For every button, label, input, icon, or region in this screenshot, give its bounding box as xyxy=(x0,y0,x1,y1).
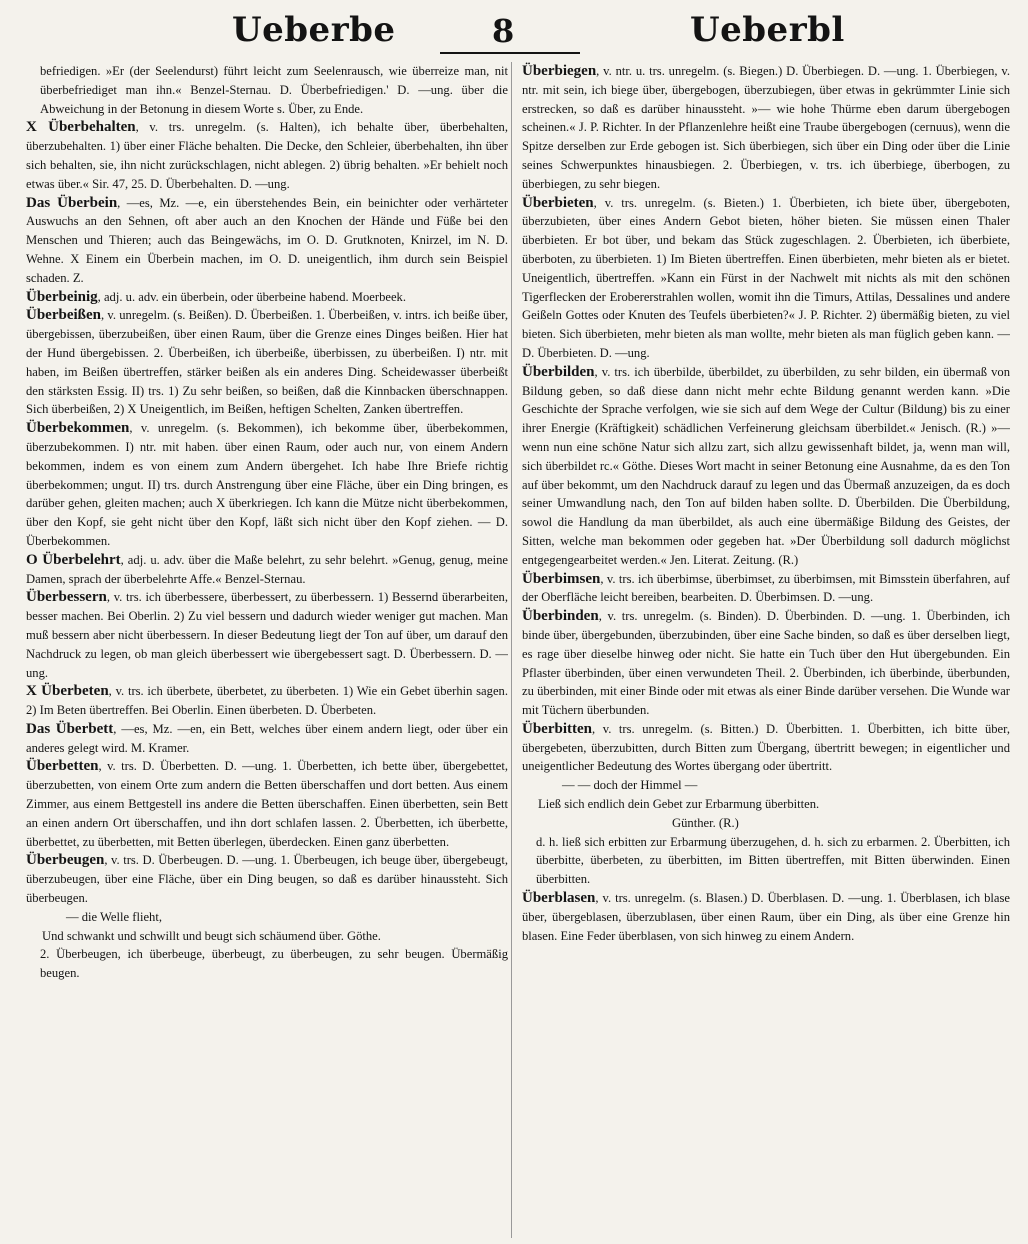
right-catchword: Ueberbl xyxy=(690,10,845,50)
dictionary-entry xyxy=(26,551,508,589)
right-entries xyxy=(522,62,1010,776)
entry-headword: Das Überbein xyxy=(26,194,118,211)
entry-text: , —es, Mz. —e, ein überstehendes Bein, ein beinichter oder verhärteter Auswuchs an den Sehnen, oft aber auch an den Knochen der Hände und Füße bei den Menschen und Thieren; auch das Beingewächs, im O. D. Grutknoten, Knirzel, im N. D. Wehne. X Einem ein Überbein machen, im O. D. uneigentlich, ihm durch sein Beispiel schaden. Z. xyxy=(26,195,508,285)
entry-headword: Das Überbett xyxy=(26,720,114,737)
entry-headword: Überbekommen xyxy=(26,420,130,437)
entry-headword: Überbilden xyxy=(522,363,595,380)
entry-text: d. h. ließ sich erbitten zur Erbarmung überzugehen, d. h. sich zu erbarmen. 2. Überbitten, ich überbitte, überbeten, zu überbitten, im Bitten übertreffen, mit Bitten überwinden. Einen überbitten. xyxy=(536,834,1010,887)
entry-headword: Überbeugen xyxy=(26,852,105,869)
dictionary-entry xyxy=(522,194,1010,363)
dictionary-entry xyxy=(26,720,508,758)
entry-text: , v. unregelm. (s. Bekommen), ich bekomme über, überbekommen, überzubekommen. I) ntr. mit haben. über einen Raum, oder auch nur, von einem Andern bekommen, indem es von einem zum Andern übergehet. Ich habe Ihre Briefe richtig überbekommen; ungut. II) trs. durch Anstrengung über eine Fläche, über ein Ding bringen, es darüber gehen, gleiten machen; auch X überkriegen. Ich kann die Mütze nicht überbekommen, über den Kopf, sie geht nicht über den Kopf, läßt sich nicht über den Kopf ziehen. — D. Überbekommen. xyxy=(26,421,508,548)
entry-text: , —es, Mz. —en, ein Bett, welches über einem andern liegt, oder über ein anderes gelegt wird. M. Kramer. xyxy=(26,721,508,755)
dictionary-entry xyxy=(26,118,508,193)
verse-line: Und schwankt und schwillt und beugt sich schäumend über. Göthe. xyxy=(42,928,381,943)
entry-text: , v. trs. unregelm. (s. Bitten.) D. Überbitten. 1. Überbitten, ich bitte über, übergebeten, überzubitten, durch Bitten zum Übergang, übertritt bewegen; in eigentlicher und uneigentlicher Bedeutung des Wortes übergang oder übertritt. xyxy=(522,721,1010,774)
dictionary-entry xyxy=(26,306,508,419)
right-column xyxy=(522,62,1010,1238)
dictionary-entry xyxy=(522,833,1010,889)
entry-text: , v. trs. unregelm. (s. Halten), ich behalte über, überbehalten, überzubehalten. 1) über einer Fläche behalten. Die Decke, den Schleier, überbehalten, ihn über sich behalten, sie, ihn nicht zurückschlagen, nicht ablegen. 2) übrig behalten. »Er behielt noch etwas über.« Sir. 47, 25. D. Überbehalten. D. —ung. xyxy=(26,120,508,191)
dictionary-entry xyxy=(522,62,1010,194)
entry-text: , v. trs. ich überbilde, überbildet, zu überbilden, zu sehr bilden, ein übermaß von Bildung geben, so daß diese dann nicht mehr echte Bildung genannt werden kann. »Die Geschichte der Sprache verfolgen, wie sie sich auf dem Wege der Cultur (Bildung) bis zu einer ihrer Energie (Kräftigkeit) schädlichen Verfeinerung gleichsam überbildet.« Jenisch. (R.) »— wenn nun eine schöne Natur sich allzu zart, sich allzu gewissenhaft bildet, ja, wenn man will, sich überbildet rc.« Göthe. Dieses Wort macht in seiner Betonung eine Ausnahme, da es den Ton auf über bekommt, um den Nachdruck darauf zu legen und das Übermaß anzuzeigen, da es doch seiner Umwandlung nach, den Ton auf bilden haben sollte. D. Überbilden. Die Überbildung, sowol die Handlung da man überbildet, als auch eine übermäßige Bildung des Geistes, der Sitten, welche man bekommen oder gegeben hat. »Der Überbildung soll dadurch möglichst entgegengearbeitet werden.« Jen. Literat. Zeitung. (R.) xyxy=(522,364,1010,567)
dictionary-entry xyxy=(522,363,1010,570)
left-entries xyxy=(26,62,508,908)
dictionary-entry xyxy=(26,945,508,983)
left-verse xyxy=(26,908,508,946)
entry-text: , adj. u. adv. über die Maße belehrt, zu sehr belehrt. »Genug, genug, meine Damen, sprach der überbelehrte Affe.« Benzel-Sternau. xyxy=(26,552,508,586)
entry-text: , v. trs. D. Überbeugen. D. —ung. 1. Überbeugen, ich beuge über, übergebeugt, überzubeugen, über eine Fläche, über ein Ding beugen, so daß es darüber hinaussteht. Sich überbeugen. xyxy=(26,853,508,906)
entry-text: , adj. u. adv. ein überbein, oder überbeine habend. Moerbeek. xyxy=(97,289,406,304)
verse-line: — die Welle flieht, xyxy=(66,909,162,924)
dictionary-entry xyxy=(522,570,1010,608)
entry-text: 2. Überbeugen, ich überbeuge, überbeugt, zu überbeugen, zu sehr beugen. Übermäßig beugen. xyxy=(40,947,508,981)
entry-headword: Überbeißen xyxy=(26,307,101,324)
entry-text: , v. trs. ich überbete, überbetet, zu überbeten. 1) Wie ein Gebet überhin sagen. 2) Im Beten übertreffen. Bei Oberlin. Einen überbeten. D. Überbeten. xyxy=(26,684,508,718)
header-rule xyxy=(440,52,580,54)
dictionary-entry xyxy=(26,62,508,118)
entry-headword: Überbiegen xyxy=(522,63,597,79)
dictionary-entry xyxy=(26,419,508,551)
page-header xyxy=(0,0,1028,58)
entry-text: , v. unregelm. (s. Beißen). D. Überbeißen. 1. Überbeißen, v. intrs. ich beiße über, übergebissen, überzubeißen, über einen Raum, über die Grenze eines Dinges beißen. Hier hat der Hund übergebissen. 2. Überbeißen, ich überbeiße, überbissen, zu überbeißen. I) ntr. mit haben, im Beißen übertreffen, stärker beißen als ein anderes Ding. Scheidewasser überbeißt den stärksten Essig. II) trs. 1) Zu sehr beißen, so beißen, daß die Kinnbacken überschnappen. Sich überbeißen, 2) X Uneigentlich, im Beißen, heftigen Schelten, Zanken übertreffen. xyxy=(26,308,508,417)
right-verse xyxy=(522,776,1010,832)
entry-headword: O Überbelehrt xyxy=(26,551,121,568)
entry-headword: Überbessern xyxy=(26,589,107,606)
dictionary-entry xyxy=(26,194,508,288)
entry-text: , v. trs. unregelm. (s. Binden). D. Überbinden. D. —ung. 1. Überbinden, ich binde über, übergebunden, überzubinden, über eine Sache binden, so daß es über derselben liegt, es rage über dieselbe hinweg oder nicht. Sie hatte ein Tuch über den Hut übergebunden. Ein Pflaster überbinden, über einen verwundeten Theil. 2. Überbinden, ich überbinde, überbunden, zu überbinden, mit einer Binde oder mit etwas als einer Binde darüber versehen. Die Wunde war mit Tüchern überbunden. xyxy=(522,609,1010,718)
entry-headword: Überbeinig xyxy=(26,288,98,305)
right-tail xyxy=(522,833,1010,946)
dictionary-entry xyxy=(522,607,1010,720)
dictionary-entry xyxy=(522,720,1010,776)
entry-headword: Überbimsen xyxy=(522,570,601,587)
entry-text: , v. trs. D. Überbetten. D. —ung. 1. Überbetten, ich bette über, übergebettet, überzubetten, von einem Orte zum andern die Betten überschaffen und dort betten. Aus einem Zimmer, aus einem Bettgestell ins andere die Betten überschaffen. Einen überbetten, sein Bett an einen andern Ort überschaffen, und ihn dort schlafen lassen. 2. Überbetten, ich überbette, überbettet, zu überbetten, mit Betten überlegen, überdecken. Einen ganz überbetten. xyxy=(26,759,508,849)
entry-headword: Überblasen xyxy=(522,890,596,907)
entry-headword: Überbetten xyxy=(26,758,99,775)
verse-line: Ließ sich endlich dein Gebet zur Erbarmung überbitten. xyxy=(538,797,820,812)
dictionary-entry xyxy=(26,288,508,307)
entry-text: , v. trs. ich überbimse, überbimset, zu überbimsen, mit Bimsstein überfahren, auf der Oberfläche leicht bereiben, bearbeiten. D. Überbimsen. D. —ung. xyxy=(522,571,1010,605)
entry-headword: Überbinden xyxy=(522,608,599,625)
entry-text: , v. trs. unregelm. (s. Bieten.) 1. Überbieten, ich biete über, übergeboten, überzubieten, über eines Andern Gebot bieten, höher bieten. Sie müssen einen Thaler überbieten. Er bot über, und bekam das Stück zugeschlagen. 2. Überbieten, ich überbiete, überboten, zu überbieten. 1) Im Bieten übertreffen. Einen überbieten, mehr bieten als er bietet. Uneigentlich, übertreffen. »Kann ein Fürst in der Nachwelt mit nichts als mit den schönen Tigerflecken der Erobererstrahlen wollen, womit ihn die Timurs, Attilas, Dessalines und andere Geißeln Gottes oder Knuten des Teufels überbieten?« J. P. Richter. 2) übermäßig bieten, zu viel bieten. Sich überbieten, mehr bieten als man wollte, mehr bieten als man füglich geben kann. — D. Überbieten. D. —ung. xyxy=(522,195,1010,360)
left-tail xyxy=(26,945,508,983)
dictionary-entry xyxy=(26,757,508,851)
entry-headword: Überbieten xyxy=(522,194,594,211)
entry-headword: Überbitten xyxy=(522,720,592,737)
entry-headword: X Überbeten xyxy=(26,683,109,700)
entry-headword: X Überbehalten xyxy=(26,119,136,136)
entry-text: befriedigen. »Er (der Seelendurst) führt leicht zum Seelenrausch, wie überreize man, nit überbefriediget man ihn.« Benzel-Sternau. D. Überbefriedigen.' D. —ung. über die Abweichung in der Betonung in diesem Worte s. Über, zu Ende. xyxy=(40,64,508,116)
page-number: 8 xyxy=(492,12,515,50)
entry-text: , v. ntr. u. trs. unregelm. (s. Biegen.) D. Überbiegen. D. —ung. 1. Überbiegen, v. ntr. mit sein, ich biege über, übergebogen, überzubiegen, über etwas in gekrümmter Linie sich erstrecken, so daß es darüber hinaussteht. »— wie hohe Thürme eben darum übergebogen scheinen.« J. P. Richter. In der Pflanzenlehre heißt eine Traube übergebogen (cernuus), wenn die Spitze derselben zur Erde gebogen ist. Sich überbiegen, sich über ein Ding oder über die Linie seines Schwerpunktes hinausbiegen. 2. Überbiegen, v. trs. ich überbiege, überbogen, zu überbiegen, zu sehr biegen. xyxy=(522,64,1010,191)
verse-line: — — doch der Himmel — xyxy=(562,778,698,793)
dictionary-entry xyxy=(26,588,508,682)
left-catchword: Ueberbe xyxy=(232,10,396,50)
dictionary-entry xyxy=(26,851,508,907)
entry-text: , v. trs. ich überbessere, überbessert, zu überbessern. 1) Bessernd überarbeiten, besser machen. Bei Oberlin. 2) Zu viel bessern und dadurch wieder weniger gut machen. Man muß bessern aber nicht überbessern. In dieser Bedeutung liegt der Ton auf über, um darauf den Nachdruck zu legen, ob man gleich überbessert wie übergebessert sagt. D. Überbessern. D. —ung. xyxy=(26,590,508,680)
dictionary-entry xyxy=(522,889,1010,945)
dictionary-entry xyxy=(26,682,508,720)
verse-line: Günther. (R.) xyxy=(672,815,739,830)
entry-text: , v. trs. unregelm. (s. Blasen.) D. Überblasen. D. —ung. 1. Überblasen, ich blase über, übergeblasen, überzublasen, über einen Raum, über ein Ding, als über eine Grenze hin blasen. Eine Feder überblasen, von sich hinweg zu einem Andern. xyxy=(522,891,1010,943)
column-divider xyxy=(511,62,512,1238)
left-column xyxy=(26,62,508,1238)
